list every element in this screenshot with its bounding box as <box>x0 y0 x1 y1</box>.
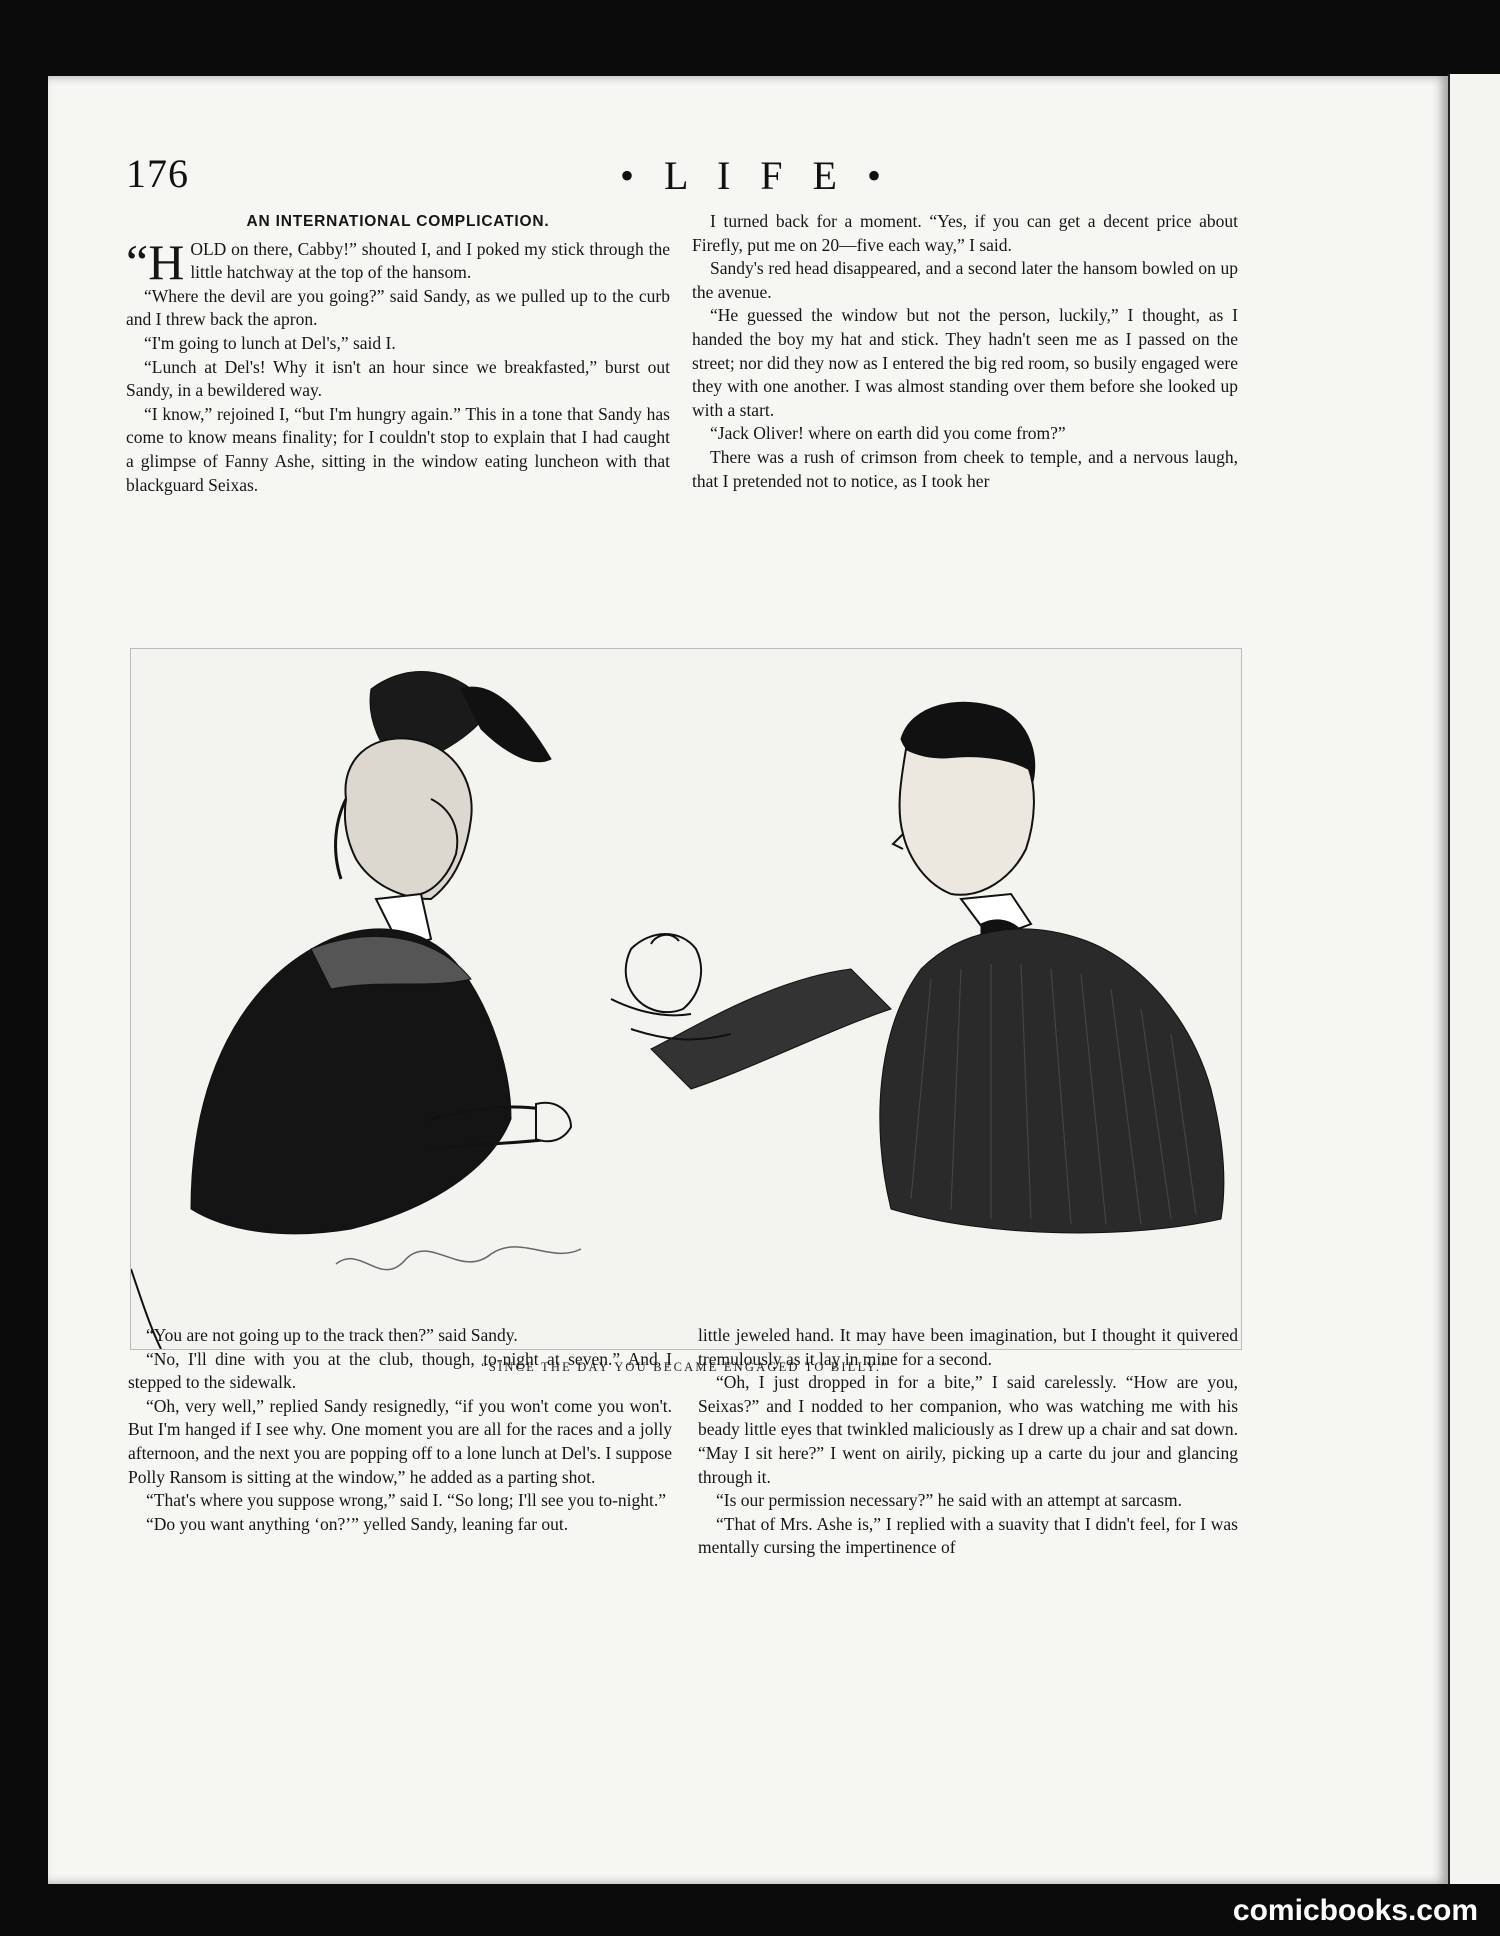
text-column-3 <box>128 1324 672 1536</box>
masthead-title: • L I F E • <box>620 153 891 198</box>
drop-cap: “H <box>126 233 185 290</box>
paragraph: “HOLD on there, Cabby!” shouted I, and I poked my stick through the little hatchway at the top of the hansom. <box>126 233 670 290</box>
paragraph: “That of Mrs. Ashe is,” I replied with a suavity that I didn't feel, for I was mentally cursing the impertinence of <box>698 1513 1238 1558</box>
paragraph: “Is our permission necessary?” he said with an attempt at sarcasm. <box>716 1490 1183 1511</box>
paragraph: “Oh, very well,” replied Sandy resignedly, “if you won't come you won't. But I'm hanged if I see why. One moment you are all for the races and a jolly afternoon, and the next you are popping off to a lone lunch at Del's. I suppose Polly Ransom is sitting at the window,” he added as a parting shot. <box>128 1395 672 1487</box>
paragraph: “No, I'll dine with you at the club, though, to-night at seven.” And I stepped to the sidewalk. <box>128 1348 672 1393</box>
text-column-4 <box>698 1324 1238 1560</box>
illustration-caption: “SINCE THE DAY YOU BECAME ENGAGED TO BILLY.” <box>481 1360 889 1374</box>
text-column-2 <box>692 210 1238 493</box>
illustration-drawing <box>131 649 1241 1349</box>
paragraph: “That's where you suppose wrong,” said I. “So long; I'll see you to-night.” <box>146 1490 667 1511</box>
paragraph: “I'm going to lunch at Del's,” said I. <box>144 332 396 353</box>
adjacent-page-edge <box>1448 74 1500 1884</box>
paragraph: “You are not going up to the track then?” said Sandy. <box>146 1325 518 1345</box>
paragraph: “Lunch at Del's! Why it isn't an hour since we breakfasted,” burst out Sandy, in a bewildered way. <box>126 356 670 401</box>
article-title: AN INTERNATIONAL COMPLICATION. <box>246 213 550 230</box>
paragraph: I turned back for a moment. “Yes, if you can get a decent price about Firefly, put me on 20—five each way,” I said. <box>692 211 1238 255</box>
paragraph: “Jack Oliver! where on earth did you come from?” <box>710 423 1066 444</box>
page-number: 176 <box>126 151 189 196</box>
illustration <box>130 648 1242 1350</box>
paragraph: “Oh, I just dropped in for a bite,” I said carelessly. “How are you, Seixas?” and I nodded to her companion, who was watching me with his beady little eyes that twinkled maliciously as I drew up a chair and sat down. “May I sit here?” I went on airily, picking up a carte du jour and glancing through it. <box>698 1372 1238 1487</box>
paragraph: “Where the devil are you going?” said Sandy, as we pulled up to the curb and I threw back the apron. <box>126 285 670 330</box>
text-column-1 <box>126 210 670 497</box>
paragraph: “I know,” rejoined I, “but I'm hungry again.” This in a tone that Sandy has come to know means finality; for I couldn't stop to explain that I had caught a glimpse of Fanny Ashe, sitting in the window eating luncheon with that blackguard Seixas. <box>126 403 670 495</box>
paragraph: little jeweled hand. It may have been imagination, but I thought it quivered tremulously as it lay in mine for a second. <box>698 1325 1238 1369</box>
site-watermark: comicbooks.com <box>1232 1894 1478 1927</box>
paragraph: “He guessed the window but not the person, luckily,” I thought, as I handed the boy my hat and stick. They hadn't seen me as I passed on the street; nor did they now as I entered the big red room, so busily engaged were they with one another. I was almost standing over them before she looked up with a start. <box>692 305 1238 420</box>
paragraph: “Do you want anything ‘on?’” yelled Sandy, leaning far out. <box>146 1513 569 1534</box>
paragraph: There was a rush of crimson from cheek to temple, and a nervous laugh, that I pretended not to notice, as I took her <box>692 446 1238 491</box>
paragraph: Sandy's red head disappeared, and a second later the hansom bowled on up the avenue. <box>692 258 1238 302</box>
